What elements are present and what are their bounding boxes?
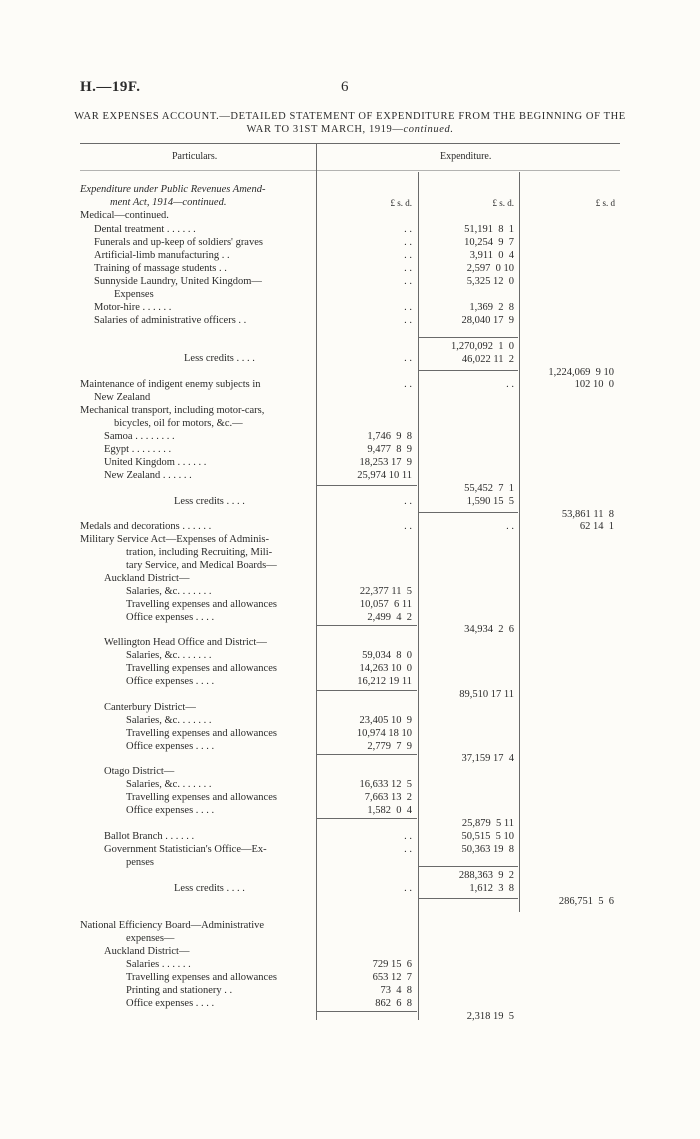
table-title-line-1: WAR EXPENSES ACCOUNT.—DETAILED STATEMENT OF EXPENDITURE FROM THE BEGINNING OF THE <box>74 111 626 122</box>
particulars-line: Salaries . . . . . . <box>126 959 191 970</box>
amount-cell: . . <box>506 379 514 390</box>
amount-cell: 286,751 5 6 <box>558 896 614 907</box>
amount-cell: 53,861 11 8 <box>561 509 614 520</box>
particulars-line: Training of massage students . . <box>94 263 227 274</box>
amount-cell: 18,253 17 9 <box>359 457 412 468</box>
amount-cell: 1,612 3 8 <box>469 883 514 894</box>
amount-cell: 729 15 6 <box>372 959 412 970</box>
amount-cell: . . <box>404 224 412 235</box>
subtotal-rule <box>317 690 417 691</box>
table-title-line-2-main: WAR TO 31ST MARCH, 1919— <box>246 124 404 135</box>
particulars-line: Travelling expenses and allowances <box>126 972 277 983</box>
amount-cell: . . <box>404 496 412 507</box>
particulars-line: Dental treatment . . . . . . <box>94 224 196 235</box>
amount-cell: 22,377 11 5 <box>359 586 412 597</box>
table-header-rule <box>80 170 620 171</box>
amount-cell: 2,499 4 2 <box>367 612 412 623</box>
subtotal-rule <box>419 898 518 899</box>
particulars-line: tary Service, and Medical Boards— <box>126 560 277 571</box>
amount-cell: . . <box>404 521 412 532</box>
particulars-line: tration, including Recruiting, Mili- <box>126 547 273 558</box>
amount-cell: 23,405 10 9 <box>359 715 412 726</box>
particulars-line: Salaries, &c. . . . . . . <box>126 586 212 597</box>
amount-cell: 1,746 9 8 <box>367 431 412 442</box>
amount-cell: 2,318 19 5 <box>466 1011 514 1022</box>
particulars-line: expenses— <box>126 933 175 944</box>
particulars-line: Less credits . . . . <box>174 883 245 894</box>
particulars-line: penses <box>126 857 154 868</box>
subtotal-rule <box>317 818 417 819</box>
amount-cell: 1,590 15 5 <box>466 496 514 507</box>
particulars-line: Expenditure under Public Revenues Amend- <box>80 184 266 195</box>
particulars-line: Less credits . . . . <box>184 353 255 364</box>
particulars-line: Canterbury District— <box>104 702 196 713</box>
particulars-line: Office expenses . . . . <box>126 612 215 623</box>
particulars-line: Medical—continued. <box>80 210 169 221</box>
amount-cell: 1,582 0 4 <box>367 805 412 816</box>
particulars-line: Salaries of administrative officers . . <box>94 315 247 326</box>
particulars-line: Auckland District— <box>104 573 190 584</box>
particulars-line: National Efficiency Board—Administrative <box>80 920 265 931</box>
particulars-heading: Particulars. <box>172 151 218 162</box>
amount-cell: 16,633 12 5 <box>359 779 412 790</box>
amount-cell: 50,515 5 10 <box>461 831 514 842</box>
particulars-line: Travelling expenses and allowances <box>126 599 277 610</box>
particulars-line: Artificial-limb manufacturing . . <box>94 250 230 261</box>
amount-cell: . . <box>404 831 412 842</box>
table-top-rule <box>80 143 620 144</box>
amount-cell: 9,477 8 9 <box>367 444 412 455</box>
amount-cell: 862 6 8 <box>375 998 412 1009</box>
particulars-line: Office expenses . . . . <box>126 998 215 1009</box>
amount-cell: 25,974 10 11 <box>357 470 412 481</box>
amount-cell: 89,510 17 11 <box>459 689 514 700</box>
particulars-line: New Zealand <box>94 392 151 403</box>
amount-cell: 28,040 17 9 <box>461 315 514 326</box>
particulars-line: Salaries, &c. . . . . . . <box>126 650 212 661</box>
particulars-line: Motor-hire . . . . . . <box>94 302 172 313</box>
expenditure-heading: Expenditure. <box>440 151 492 162</box>
particulars-line: Auckland District— <box>104 946 190 957</box>
amount-cell: 7,663 13 2 <box>364 792 412 803</box>
amount-cell: . . <box>404 237 412 248</box>
amount-cell: 1,270,092 1 0 <box>451 341 514 352</box>
particulars-line: Less credits . . . . <box>174 496 245 507</box>
particulars-line: Office expenses . . . . <box>126 805 215 816</box>
subtotal-rule <box>317 754 417 755</box>
particulars-line: Otago District— <box>104 766 175 777</box>
subtotal-rule <box>419 337 518 338</box>
subtotal-rule <box>317 1011 417 1012</box>
amount-cell: 5,325 12 0 <box>466 276 514 287</box>
amount-cell: 55,452 7 1 <box>464 483 514 494</box>
particulars-line: Funerals and up-keep of soldiers' graves <box>94 237 263 248</box>
document-code: H.—19F. <box>80 79 141 95</box>
column-divider-2 <box>418 172 419 1020</box>
page-number: 6 <box>341 79 349 95</box>
amount-cell: 34,934 2 6 <box>464 624 514 635</box>
particulars-line: Military Service Act—Expenses of Adminis- <box>80 534 269 545</box>
particulars-line: bicycles, oil for motors, &c.— <box>114 418 243 429</box>
amount-cell: 25,879 5 11 <box>461 818 514 829</box>
particulars-line: Travelling expenses and allowances <box>126 728 277 739</box>
amount-cell: . . <box>404 315 412 326</box>
amount-cell: . . <box>404 276 412 287</box>
amount-cell: 14,263 10 0 <box>359 663 412 674</box>
amount-cell: . . <box>404 883 412 894</box>
amount-cell: 46,022 11 2 <box>461 354 514 365</box>
amount-cell: . . <box>404 844 412 855</box>
particulars-line: Travelling expenses and allowances <box>126 663 277 674</box>
amount-cell: 50,363 19 8 <box>461 844 514 855</box>
currency-header-col3: £ s. d <box>595 198 615 208</box>
amount-cell: 1,224,069 9 10 <box>548 367 614 378</box>
particulars-line: New Zealand . . . . . . <box>104 470 192 481</box>
particulars-line: United Kingdom . . . . . . <box>104 457 207 468</box>
amount-cell: . . <box>404 250 412 261</box>
particulars-line: ment Act, 1914—continued. <box>110 197 227 208</box>
amount-cell: 16,212 19 11 <box>357 676 412 687</box>
column-divider-3 <box>519 172 520 912</box>
amount-cell: 62 14 1 <box>579 521 614 532</box>
amount-cell: 51,191 8 1 <box>464 224 514 235</box>
amount-cell: 3,911 0 4 <box>469 250 514 261</box>
subtotal-rule <box>317 485 417 486</box>
amount-cell: 37,159 17 4 <box>461 753 514 764</box>
particulars-line: Expenses <box>114 289 154 300</box>
subtotal-rule <box>317 625 417 626</box>
table-title-line-2 <box>70 123 630 136</box>
subtotal-rule <box>419 512 518 513</box>
amount-cell: 1,369 2 8 <box>469 302 514 313</box>
particulars-line: Mechanical transport, including motor-cars, <box>80 405 265 416</box>
amount-cell: . . <box>404 263 412 274</box>
particulars-line: Salaries, &c. . . . . . . <box>126 715 212 726</box>
particulars-line: Egypt . . . . . . . . <box>104 444 172 455</box>
particulars-line: Ballot Branch . . . . . . <box>104 831 195 842</box>
amount-cell: 10,057 6 11 <box>359 599 412 610</box>
particulars-line: Government Statistician's Office—Ex- <box>104 844 267 855</box>
amount-cell: 10,974 18 10 <box>356 728 412 739</box>
particulars-line: Medals and decorations . . . . . . <box>80 521 212 532</box>
amount-cell: 10,254 9 7 <box>464 237 514 248</box>
amount-cell: 2,779 7 9 <box>367 741 412 752</box>
particulars-line: Salaries, &c. . . . . . . <box>126 779 212 790</box>
table-title-line-2-continued: continued. <box>403 124 454 135</box>
particulars-line: Samoa . . . . . . . . <box>104 431 175 442</box>
particulars-line: Sunnyside Laundry, United Kingdom— <box>94 276 262 287</box>
particulars-line: Travelling expenses and allowances <box>126 792 277 803</box>
particulars-line: Office expenses . . . . <box>126 676 215 687</box>
particulars-line: Wellington Head Office and District— <box>104 637 267 648</box>
subtotal-rule <box>419 866 518 867</box>
amount-cell: 288,363 9 2 <box>458 870 514 881</box>
currency-header-col1: £ s. d. <box>390 198 412 208</box>
particulars-line: Printing and stationery . . <box>126 985 233 996</box>
amount-cell: 102 10 0 <box>574 379 614 390</box>
amount-cell: 2,597 0 10 <box>466 263 514 274</box>
currency-header-col2: £ s. d. <box>492 198 514 208</box>
amount-cell: 73 4 8 <box>380 985 412 996</box>
amount-cell: . . <box>404 353 412 364</box>
amount-cell: 59,034 8 0 <box>362 650 412 661</box>
amount-cell: . . <box>404 302 412 313</box>
column-divider-1 <box>316 143 317 1020</box>
particulars-line: Maintenance of indigent enemy subjects in <box>80 379 261 390</box>
amount-cell: . . <box>404 379 412 390</box>
subtotal-rule <box>419 370 518 371</box>
particulars-line: Office expenses . . . . <box>126 741 215 752</box>
amount-cell: 653 12 7 <box>372 972 412 983</box>
amount-cell: . . <box>506 521 514 532</box>
